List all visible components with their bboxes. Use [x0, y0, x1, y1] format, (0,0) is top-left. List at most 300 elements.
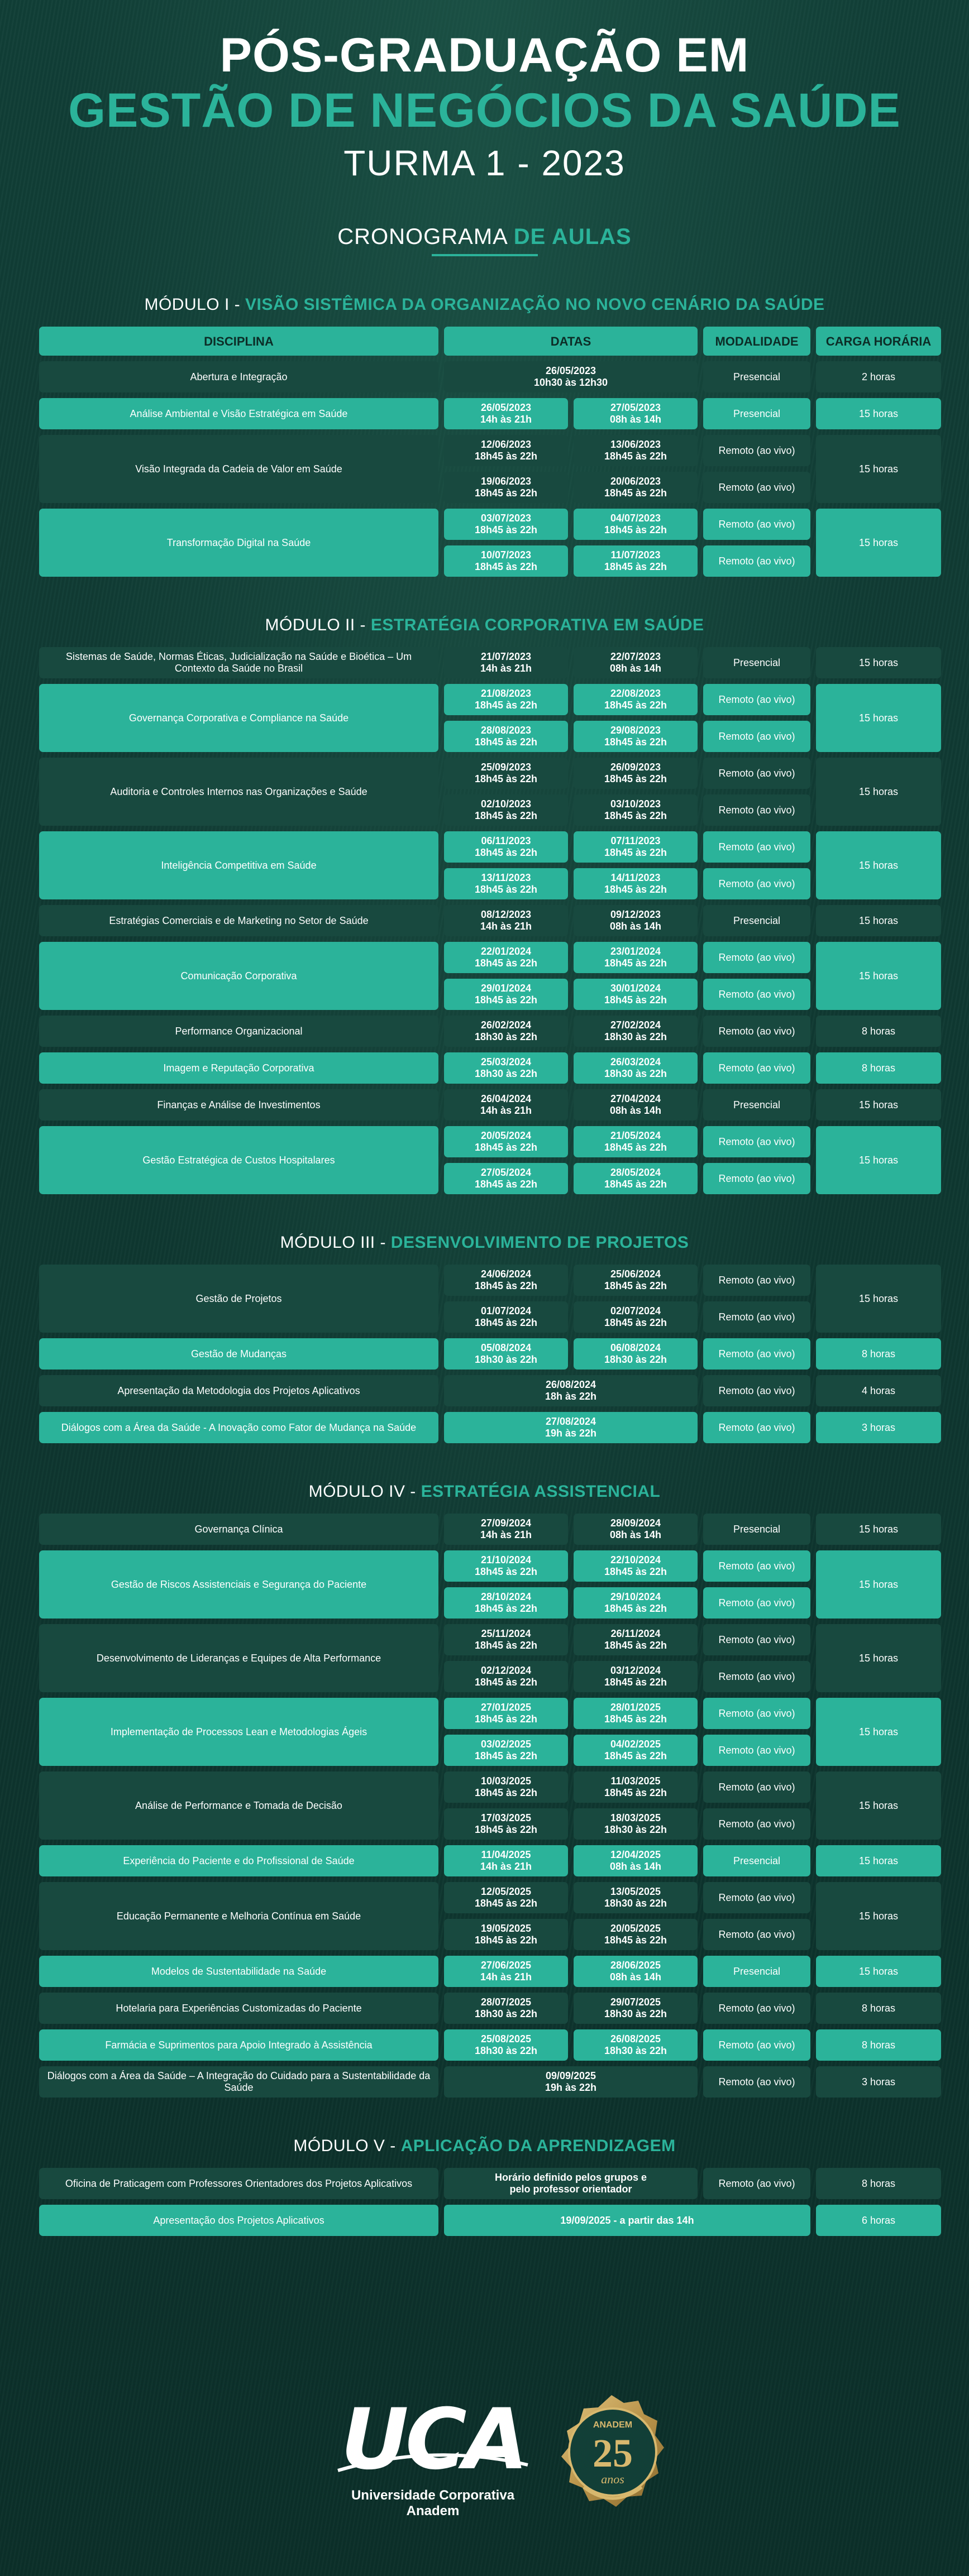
date-box	[444, 2066, 698, 2098]
date-value: 26/09/2023	[610, 762, 661, 773]
date-value: 27/09/2024	[480, 1517, 532, 1529]
dates-cell	[444, 758, 698, 826]
date-value: 28/10/2024	[480, 1591, 532, 1602]
modality-box: Remoto (ao vivo)	[703, 868, 810, 899]
date-box	[444, 647, 568, 678]
date-value: 04/07/2023	[610, 513, 661, 524]
date-value: Horário definido pelos grupos e	[494, 2172, 647, 2183]
dates-cell	[444, 1993, 698, 2024]
date-box	[574, 1882, 698, 1913]
time-value: 18h45 às 22h	[604, 1142, 667, 1153]
time-value: 18h45 às 22h	[474, 1898, 538, 1909]
module-description: APLICAÇÃO DA APRENDIZAGEM	[400, 2137, 676, 2155]
discipline-cell: Performance Organizacional	[39, 1016, 438, 1047]
workload-cell: 3 horas	[816, 1412, 941, 1443]
date-box	[444, 1514, 568, 1545]
date-value: 03/07/2023	[480, 513, 532, 524]
footer-logos	[0, 2384, 969, 2551]
modality-box: Remoto (ao vivo)	[703, 1882, 810, 1913]
date-value: 13/11/2023	[481, 872, 531, 883]
workload-cell: 15 horas	[816, 831, 941, 899]
date-value: 29/08/2023	[610, 725, 661, 736]
date-value: 26/11/2024	[610, 1628, 661, 1639]
uca-logo	[332, 2391, 533, 2529]
dates-cell	[444, 1016, 698, 1047]
modality-box: Remoto (ao vivo)	[703, 1587, 810, 1619]
dates-cell	[444, 2029, 698, 2061]
workload-cell: 8 horas	[816, 1052, 941, 1084]
time-value: 10h30 às 12h30	[533, 377, 608, 388]
modality-box: Presencial	[703, 647, 810, 678]
date-box	[574, 794, 698, 826]
time-value: 18h45 às 22h	[604, 736, 667, 748]
date-value: 11/07/2023	[610, 549, 661, 561]
time-value: 18h45 às 22h	[474, 994, 538, 1005]
dates-cell	[444, 831, 698, 899]
discipline-cell: Implementação de Processos Lean e Metodologias Ágeis	[39, 1698, 438, 1766]
date-value: 23/01/2024	[610, 946, 661, 957]
date-box	[574, 1052, 698, 1084]
dates-cell	[444, 2066, 698, 2098]
module-name: MÓDULO III	[280, 1233, 375, 1252]
time-value: 18h30 às 22h	[604, 2008, 667, 2019]
module-separator: -	[375, 1233, 391, 1252]
discipline-cell: Hotelaria para Experiências Customizadas do Paciente	[39, 1993, 438, 2024]
modality-box: Remoto (ao vivo)	[703, 1163, 810, 1194]
modality-box: Remoto (ao vivo)	[703, 794, 810, 826]
date-box	[444, 1882, 568, 1913]
workload-cell: 8 horas	[816, 1016, 941, 1047]
discipline-cell: Auditoria e Controles Internos nas Organizações e Saúde	[39, 758, 438, 826]
dates-cell	[444, 942, 698, 1010]
date-value: 22/08/2023	[610, 688, 661, 699]
modality-cell	[703, 684, 810, 752]
date-value: 21/08/2023	[480, 688, 532, 699]
date-box	[444, 1993, 568, 2024]
module-table	[39, 647, 935, 1194]
date-value: 29/01/2024	[480, 983, 532, 994]
date-value: 17/03/2025	[480, 1812, 532, 1823]
date-box	[444, 1771, 568, 1803]
schedule	[0, 295, 969, 2236]
time-value: pelo professor orientador	[509, 2184, 632, 2195]
module-title	[0, 1482, 969, 1501]
date-box	[574, 1587, 698, 1619]
modality-box: Remoto (ao vivo)	[703, 509, 810, 540]
discipline-cell: Governança Clínica	[39, 1514, 438, 1545]
date-value: 11/03/2025	[610, 1775, 661, 1787]
date-box	[574, 1338, 698, 1370]
dates-cell	[444, 647, 698, 678]
date-value: 12/06/2023	[480, 439, 532, 450]
date-box	[444, 794, 568, 826]
modality-box: Remoto (ao vivo)	[703, 1126, 810, 1157]
date-box	[444, 1412, 698, 1443]
time-value: 18h30 às 22h	[604, 2045, 667, 2056]
date-box	[574, 1771, 698, 1803]
header-carga: CARGA HORÁRIA	[816, 327, 941, 356]
modality-cell	[703, 1514, 810, 1545]
date-box	[444, 545, 568, 577]
time-value: 18h45 às 22h	[474, 1935, 538, 1946]
time-value: 18h45 às 22h	[474, 1787, 538, 1798]
modality-cell	[703, 1052, 810, 1084]
date-value: 28/01/2025	[610, 1702, 661, 1713]
workload-cell: 15 horas	[816, 1089, 941, 1121]
date-box	[574, 758, 698, 789]
date-value: 03/02/2025	[480, 1739, 532, 1750]
date-box	[444, 942, 568, 973]
date-value: 26/03/2024	[610, 1056, 661, 1067]
modality-cell	[703, 831, 810, 899]
dates-cell	[444, 1514, 698, 1545]
date-box	[574, 509, 698, 540]
modality-box: Remoto (ao vivo)	[703, 1052, 810, 1084]
modality-box: Remoto (ao vivo)	[703, 1735, 810, 1766]
time-value: 18h45 às 22h	[604, 847, 667, 858]
modality-cell	[703, 1265, 810, 1333]
time-value: 18h45 às 22h	[604, 1280, 667, 1291]
modality-cell	[703, 398, 810, 429]
discipline-cell: Visão Integrada da Cadeia de Valor em Saúde	[39, 435, 438, 503]
date-box	[574, 1624, 698, 1655]
workload-cell: 15 horas	[816, 509, 941, 577]
date-box	[574, 1808, 698, 1840]
date-value: 27/05/2024	[480, 1167, 532, 1178]
date-box	[444, 1919, 568, 1950]
modality-box: Remoto (ao vivo)	[703, 684, 810, 715]
date-value: 25/03/2024	[480, 1056, 532, 1067]
modality-box: Remoto (ao vivo)	[703, 2029, 810, 2061]
modality-cell	[703, 1375, 810, 1406]
date-value: 26/05/2023	[545, 365, 596, 376]
workload-cell: 15 horas	[816, 1956, 941, 1987]
modality-cell	[703, 942, 810, 1010]
date-value: 27/02/2024	[610, 1019, 661, 1031]
module-title	[0, 1233, 969, 1252]
date-box	[574, 1993, 698, 2024]
cronograma-underline	[432, 254, 538, 256]
time-value: 18h45 às 22h	[474, 773, 538, 784]
module-description: VISÃO SISTÊMICA DA ORGANIZAÇÃO NO NOVO CENÁRIO DA SAÚDE	[245, 295, 825, 314]
time-value: 08h às 14h	[609, 1529, 662, 1540]
time-value: 18h45 às 22h	[604, 1750, 667, 1761]
module-separator: -	[355, 616, 371, 634]
header-modalidade: MODALIDADE	[703, 327, 810, 356]
time-value: 18h45 às 22h	[604, 1640, 667, 1651]
modality-box: Remoto (ao vivo)	[703, 979, 810, 1010]
dates-cell	[444, 1052, 698, 1084]
time-value: 18h45 às 22h	[474, 810, 538, 821]
dates-cell	[444, 1550, 698, 1619]
time-value: 18h45 às 22h	[604, 957, 667, 969]
module-description: ESTRATÉGIA CORPORATIVA EM SAÚDE	[370, 616, 704, 634]
date-value: 29/10/2024	[610, 1591, 661, 1602]
date-value: 26/02/2024	[480, 1019, 532, 1031]
modality-box: Presencial	[703, 1956, 810, 1987]
dates-cell	[444, 1375, 698, 1406]
date-box	[444, 2205, 810, 2236]
modality-box: Remoto (ao vivo)	[703, 1698, 810, 1729]
uca-name: Universidade Corporativa Anadem	[351, 2488, 515, 2518]
modality-box: Remoto (ao vivo)	[703, 1338, 810, 1370]
date-value: 28/08/2023	[480, 725, 532, 736]
date-value: 04/02/2025	[610, 1739, 661, 1750]
modality-box: Presencial	[703, 1089, 810, 1121]
dates-cell	[444, 1338, 698, 1370]
time-value: 14h às 21h	[480, 1105, 532, 1116]
time-value: 18h45 às 22h	[474, 451, 538, 462]
time-value: 18h45 às 22h	[604, 524, 667, 535]
modality-box: Remoto (ao vivo)	[703, 1808, 810, 1840]
date-value: 02/07/2024	[610, 1305, 661, 1316]
date-box	[444, 1624, 568, 1655]
seal-word: anos	[601, 2472, 624, 2486]
date-value: 05/08/2024	[480, 1342, 532, 1353]
time-value: 08h às 14h	[609, 663, 662, 674]
workload-cell: 15 horas	[816, 1514, 941, 1545]
date-value: 13/06/2023	[610, 439, 661, 450]
date-value: 22/01/2024	[480, 946, 532, 957]
dates-cell	[444, 2205, 810, 2236]
discipline-cell: Sistemas de Saúde, Normas Éticas, Judicialização na Saúde e Bioética – Um Contexto da Saúde no Brasil	[39, 647, 438, 678]
date-box	[574, 1514, 698, 1545]
date-box	[574, 905, 698, 936]
time-value: 18h45 às 22h	[604, 487, 667, 499]
date-box	[444, 1375, 698, 1406]
discipline-cell: Apresentação da Metodologia dos Projetos Aplicativos	[39, 1375, 438, 1406]
date-box	[444, 435, 568, 466]
modality-box: Remoto (ao vivo)	[703, 2168, 810, 2199]
time-value: 18h30 às 22h	[474, 2045, 538, 2056]
discipline-cell: Inteligência Competitiva em Saúde	[39, 831, 438, 899]
date-value: 21/05/2024	[610, 1130, 661, 1141]
date-box	[444, 905, 568, 936]
time-value: 18h45 às 22h	[474, 1824, 538, 1835]
time-value: 18h45 às 22h	[604, 1179, 667, 1190]
date-value: 25/08/2025	[480, 2033, 532, 2044]
hero-title	[0, 0, 969, 185]
date-box	[444, 868, 568, 899]
module-name: MÓDULO II	[265, 616, 355, 634]
time-value: 18h45 às 22h	[604, 1677, 667, 1688]
discipline-cell: Análise Ambiental e Visão Estratégica em Saúde	[39, 398, 438, 429]
modality-box: Presencial	[703, 1514, 810, 1545]
modality-cell	[703, 1956, 810, 1987]
dates-cell	[444, 361, 698, 392]
header-datas: DATAS	[444, 327, 698, 356]
workload-cell: 4 horas	[816, 1375, 941, 1406]
dates-cell	[444, 1089, 698, 1121]
time-value: 18h45 às 22h	[474, 524, 538, 535]
date-value: 26/04/2024	[480, 1093, 532, 1104]
dates-cell	[444, 1771, 698, 1840]
date-box	[444, 2029, 568, 2061]
dates-cell	[444, 1882, 698, 1950]
discipline-cell: Gestão Estratégica de Custos Hospitalares	[39, 1126, 438, 1194]
modality-box: Remoto (ao vivo)	[703, 721, 810, 752]
workload-cell: 15 horas	[816, 942, 941, 1010]
modality-box: Remoto (ao vivo)	[703, 2066, 810, 2098]
workload-cell: 8 horas	[816, 2029, 941, 2061]
workload-cell: 8 horas	[816, 2168, 941, 2199]
date-value: 09/09/2025	[545, 2070, 596, 2081]
workload-cell: 15 horas	[816, 1550, 941, 1619]
time-value: 18h às 22h	[545, 1391, 597, 1402]
modality-box: Remoto (ao vivo)	[703, 435, 810, 466]
discipline-cell: Oficina de Praticagem com Professores Orientadores dos Projetos Aplicativos	[39, 2168, 438, 2199]
modality-cell	[703, 1016, 810, 1047]
time-value: 18h45 às 22h	[474, 1750, 538, 1761]
date-value: 11/04/2025	[481, 1849, 531, 1860]
modality-box: Remoto (ao vivo)	[703, 1771, 810, 1803]
modality-box: Remoto (ao vivo)	[703, 545, 810, 577]
date-box	[574, 721, 698, 752]
dates-cell	[444, 2168, 698, 2199]
module-description: ESTRATÉGIA ASSISTENCIAL	[421, 1482, 661, 1501]
cronograma-heading	[0, 224, 969, 256]
time-value: 14h às 21h	[480, 414, 532, 425]
date-value: 13/05/2025	[610, 1886, 661, 1897]
modality-box: Remoto (ao vivo)	[703, 1016, 810, 1047]
modality-box: Remoto (ao vivo)	[703, 831, 810, 863]
date-box	[444, 1338, 568, 1370]
workload-cell: 15 horas	[816, 1126, 941, 1194]
date-value: 27/04/2024	[610, 1093, 661, 1104]
workload-cell: 8 horas	[816, 1338, 941, 1370]
date-value: 14/11/2023	[610, 872, 661, 883]
title-line-1: PÓS-GRADUAÇÃO EM	[219, 28, 750, 82]
dates-cell	[444, 435, 698, 503]
time-value: 18h45 às 22h	[474, 1317, 538, 1328]
time-value: 08h às 14h	[609, 1105, 662, 1116]
date-box	[444, 1052, 568, 1084]
modality-cell	[703, 647, 810, 678]
time-value: 18h45 às 22h	[474, 1640, 538, 1651]
cronograma-part-1: CRONOGRAMA	[337, 224, 514, 249]
time-value: 18h30 às 22h	[604, 1068, 667, 1079]
time-value: 14h às 21h	[480, 921, 532, 932]
time-value: 18h30 às 22h	[474, 1354, 538, 1365]
module-name: MÓDULO IV	[308, 1482, 405, 1501]
dates-cell	[444, 1956, 698, 1987]
time-value: 14h às 21h	[480, 1971, 532, 1983]
time-value: 14h às 21h	[480, 1529, 532, 1540]
modality-box: Remoto (ao vivo)	[703, 1412, 810, 1443]
date-value: 25/06/2024	[610, 1268, 661, 1280]
dates-cell	[444, 509, 698, 577]
time-value: 18h45 às 22h	[604, 561, 667, 572]
date-box	[574, 979, 698, 1010]
discipline-cell: Estratégias Comerciais e de Marketing no Setor de Saúde	[39, 905, 438, 936]
workload-cell: 15 horas	[816, 684, 941, 752]
discipline-cell: Modelos de Sustentabilidade na Saúde	[39, 1956, 438, 1987]
workload-cell: 15 horas	[816, 398, 941, 429]
discipline-cell: Governança Corporativa e Compliance na Saúde	[39, 684, 438, 752]
date-box	[444, 1016, 568, 1047]
date-value: 26/05/2023	[480, 402, 532, 413]
date-box	[574, 1126, 698, 1157]
date-value: 28/05/2024	[610, 1167, 661, 1178]
date-box	[574, 1919, 698, 1950]
discipline-cell: Transformação Digital na Saúde	[39, 509, 438, 577]
date-box	[444, 1126, 568, 1157]
discipline-cell: Análise de Performance e Tomada de Decisão	[39, 1771, 438, 1840]
date-box	[444, 361, 698, 392]
date-box	[444, 1550, 568, 1582]
date-box	[444, 1163, 568, 1194]
time-value: 18h30 às 22h	[604, 1824, 667, 1835]
modality-cell	[703, 1089, 810, 1121]
modality-cell	[703, 905, 810, 936]
date-box	[574, 435, 698, 466]
dates-cell	[444, 1698, 698, 1766]
header-disciplina: DISCIPLINA	[39, 327, 438, 356]
date-value: 26/08/2025	[610, 2033, 661, 2044]
time-value: 18h30 às 22h	[474, 1031, 538, 1042]
modality-cell	[703, 2168, 810, 2199]
modality-cell	[703, 1882, 810, 1950]
seal-number: 25	[593, 2431, 633, 2476]
modality-cell	[703, 1550, 810, 1619]
time-value: 18h45 às 22h	[604, 1935, 667, 1946]
date-box	[574, 868, 698, 899]
modality-box: Presencial	[703, 398, 810, 429]
date-value: 27/08/2024	[545, 1416, 596, 1427]
date-box	[444, 509, 568, 540]
date-box	[574, 545, 698, 577]
time-value: 18h45 às 22h	[604, 810, 667, 821]
workload-cell: 3 horas	[816, 2066, 941, 2098]
date-value: 21/07/2023	[480, 651, 532, 662]
date-box	[574, 1016, 698, 1047]
date-value: 19/05/2025	[480, 1923, 532, 1934]
time-value: 08h às 14h	[609, 414, 662, 425]
date-box	[444, 1698, 568, 1729]
dates-cell	[444, 684, 698, 752]
date-value: 20/05/2025	[610, 1923, 661, 1934]
time-value: 18h45 às 22h	[604, 773, 667, 784]
date-value: 28/06/2025	[610, 1960, 661, 1971]
time-value: 18h45 às 22h	[474, 884, 538, 895]
date-box	[574, 2029, 698, 2061]
time-value: 18h30 às 22h	[474, 1068, 538, 1079]
time-value: 18h45 às 22h	[474, 1280, 538, 1291]
workload-cell: 15 horas	[816, 1265, 941, 1333]
time-value: 19h às 22h	[545, 1428, 597, 1439]
workload-cell: 15 horas	[816, 647, 941, 678]
workload-cell: 15 horas	[816, 1771, 941, 1840]
workload-cell: 15 horas	[816, 1624, 941, 1692]
date-box	[444, 1661, 568, 1692]
date-value: 10/07/2023	[480, 549, 532, 561]
workload-cell: 15 horas	[816, 1882, 941, 1950]
dates-cell	[444, 905, 698, 936]
time-value: 18h45 às 22h	[604, 1317, 667, 1328]
time-value: 18h45 às 22h	[474, 847, 538, 858]
date-value: 02/12/2024	[480, 1665, 532, 1676]
discipline-cell: Gestão de Mudanças	[39, 1338, 438, 1370]
module-table	[39, 2168, 935, 2236]
date-box	[444, 398, 568, 429]
time-value: 18h45 às 22h	[604, 451, 667, 462]
discipline-cell: Desenvolvimento de Lideranças e Equipes de Alta Performance	[39, 1624, 438, 1692]
date-box	[444, 721, 568, 752]
time-value: 08h às 14h	[609, 1861, 662, 1872]
date-box	[574, 398, 698, 429]
date-value: 12/04/2025	[610, 1849, 661, 1860]
modality-box: Remoto (ao vivo)	[703, 758, 810, 789]
